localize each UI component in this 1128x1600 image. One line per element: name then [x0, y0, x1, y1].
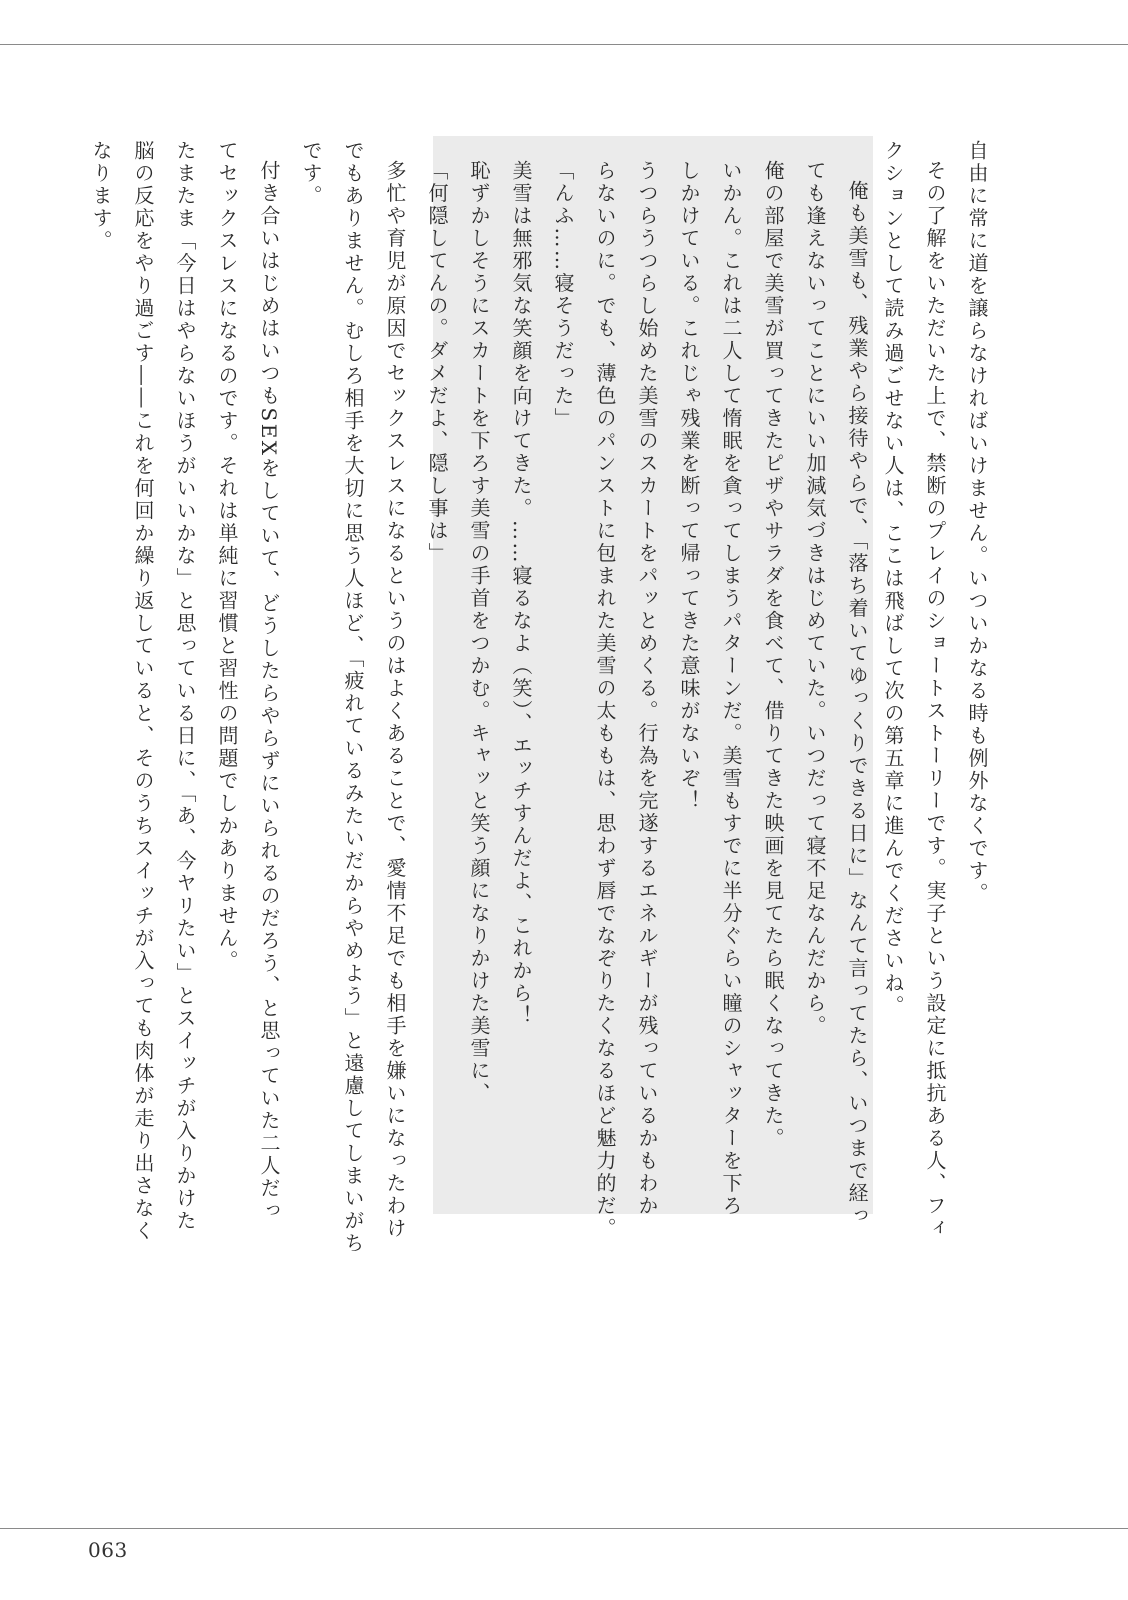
body-text	[80, 140, 416, 1255]
page-number: 063	[88, 1538, 128, 1562]
text-line: 俺の部屋で美雪が買ってきたピザやサラダを食べて、借りてきた映画を見てたら眠くなってきた。	[761, 160, 785, 1150]
text-line: なります。	[89, 140, 113, 253]
text-line: らないのに。でも、薄色のパンストに包まれた美雪の太ももは、思わず唇でなぞりたくなるほど魅力的だ。	[593, 160, 617, 1240]
text-line: たまたま「今日はやらないほうがいいかな」と思っている日に、「あ、今ヤリたい」とスイッチが入りかけた	[173, 140, 197, 1233]
text-line: 自由に常に道を譲らなければいけません。いついかなる時も例外なくです。	[965, 140, 989, 905]
top-rule	[0, 44, 1128, 45]
text-line: 美雪は無邪気な笑顔を向けてきた。……寝るなよ（笑）、エッチすんだよ、これから！	[509, 160, 533, 1028]
text-line: その了解をいただいた上で、禁断のプレイのショートストーリーです。実子という設定に抵抗ある人、フィ	[923, 160, 947, 1240]
text-line: 多忙や育児が原因でセックスレスになるというのはよくあることで、愛情不足でも相手を嫌いになったわけ	[383, 160, 407, 1240]
text-line: 恥ずかしそうにスカートを下ろす美雪の手首をつかむ。キャッと笑う顔になりかけた美雪に、	[467, 160, 491, 1105]
text-line: 「何隠してんの。ダメだよ、隠し事は」	[425, 160, 449, 565]
text-line: 脳の反応をやり過ごす――これを何回か繰り返していると、そのうちスイッチが入っても肉体が走り出さなく	[131, 140, 155, 1243]
text-line: うつらうつらし始めた美雪のスカートをパッとめくる。行為を完遂するエネルギーが残っているかもわか	[635, 160, 659, 1218]
text-line: てセックスレスになるのです。それは単純に習慣と習性の問題でしかありません。	[215, 140, 239, 973]
text-line: いかん。これは二人して惰眠を貪ってしまうパターンだ。美雪もすでに半分ぐらい瞳のシャッターを下ろ	[719, 160, 743, 1218]
intro-text	[872, 140, 998, 1240]
text-line: 俺も美雪も、残業やら接待やらで、「落ち着いてゆっくりできる日に」なんて言ってたら、いつまで経っ	[845, 180, 869, 1228]
text-line: です。	[299, 140, 323, 208]
story-text	[416, 160, 878, 1240]
text-line: 「んふ……寝そうだった」	[551, 160, 575, 430]
bottom-rule	[0, 1528, 1128, 1529]
text-line: クションとして読み過ごせない人は、ここは飛ばして次の第五章に進んでくださいね。	[881, 140, 905, 1018]
text-line: でもありません。むしろ相手を大切に思う人ほど、「疲れているみたいだからやめよう」と遠慮してしまいがち	[341, 140, 365, 1255]
text-line: ても逢えないってことにいい加減気づきはじめていた。いつだって寝不足なんだから。	[803, 160, 827, 1038]
text-line: しかけている。これじゃ残業を断って帰ってきた意味がないぞ！	[677, 160, 701, 813]
text-line: 付き合いはじめはいつもSEXをしていて、どうしたらやらずにいられるのだろう、と思っていた二人だっ	[257, 160, 281, 1223]
